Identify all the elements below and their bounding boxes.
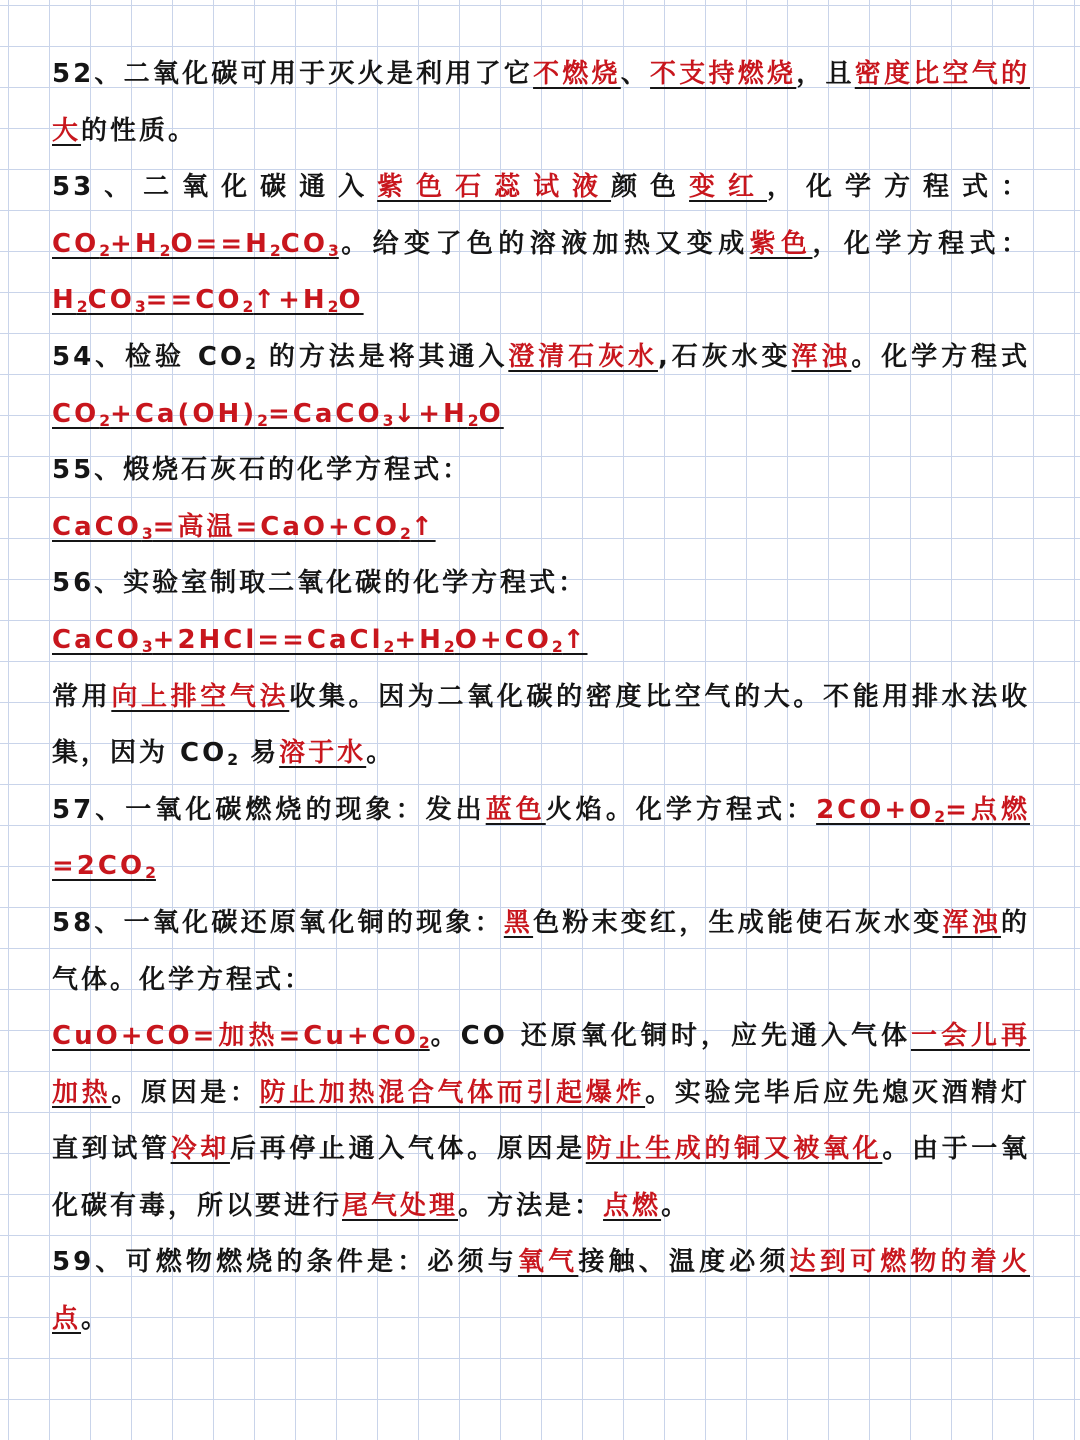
answer-text: CO2+H2O==H2CO3	[52, 228, 339, 260]
body-text: 。化学方程式	[851, 341, 1030, 372]
body-text: 颜色	[611, 172, 690, 203]
subscript: 2	[145, 864, 156, 883]
body-text: 57、一氧化碳燃烧的现象：发出	[52, 794, 486, 825]
body-text: ,石灰水变	[657, 341, 792, 372]
answer-text: 变红	[689, 172, 768, 203]
answer-text: 尾气处理	[342, 1190, 459, 1221]
subscript: 2	[934, 807, 946, 826]
subscript: 2	[269, 241, 281, 260]
note-item-52	[52, 46, 1030, 159]
answer-text: 点燃	[603, 1190, 662, 1221]
note-item-53	[52, 159, 1030, 329]
note-item-54	[52, 329, 1030, 442]
body-text: 接触、温度必须	[578, 1247, 790, 1278]
answer-text: 2CO+O2=点燃=2CO2	[52, 794, 1030, 883]
answer-text: 蓝色	[485, 794, 546, 825]
body-text: 。给变了色的溶液加热又变成	[338, 228, 750, 259]
answer-text: 溶于水	[279, 738, 367, 769]
body-text: 59、可燃物燃烧的条件是：必须与	[52, 1247, 518, 1278]
answer-text: H2CO3==CO2↑+H2O	[52, 285, 364, 317]
subscript: 2	[76, 298, 88, 317]
body-text: 常用	[52, 681, 112, 712]
body-text: 52、二氧化碳可用于灭火是利用了它	[52, 59, 534, 89]
subscript: 2	[159, 241, 171, 260]
note-item-59	[52, 1234, 1030, 1347]
subscript: 2	[383, 637, 395, 656]
body-text: 、	[620, 59, 651, 89]
subscript: 3	[327, 241, 339, 260]
answer-text: 密度比空气的大	[52, 59, 1030, 146]
answer-text: 冷却	[170, 1134, 230, 1165]
body-text: 53、二氧化碳通入	[52, 172, 378, 203]
body-text: 后再停止通入气体。原因是	[229, 1134, 586, 1165]
subscript: 2	[327, 298, 339, 317]
answer-text: 氧气	[517, 1247, 579, 1278]
subscript: 2	[227, 751, 239, 770]
answer-text: 达到可燃物的着火点	[52, 1247, 1030, 1335]
body-text: ，化学方程式：	[812, 228, 1030, 259]
answer-text: 紫色	[749, 228, 813, 259]
subscript: 2	[418, 1033, 430, 1052]
subscript: 3	[141, 524, 153, 543]
subscript: 2	[245, 354, 256, 373]
note-item-57	[52, 782, 1030, 895]
subscript: 2	[242, 298, 254, 317]
body-text: 58、一氧化碳还原氧化铜的现象：	[52, 907, 504, 938]
answer-text: 黑	[503, 907, 534, 938]
answer-text: 紫色石蕊试液	[377, 172, 612, 203]
body-text: 。方法是：	[458, 1190, 604, 1221]
answer-text: 浑浊	[942, 907, 1001, 938]
body-text: 。	[661, 1190, 691, 1221]
note-item-56	[52, 555, 1030, 781]
body-text: ，且	[796, 59, 855, 89]
subscript: 2	[399, 524, 411, 543]
subscript: 3	[382, 411, 394, 430]
body-text: 的气体。化学方程式：	[52, 907, 1030, 995]
subscript: 3	[141, 637, 153, 656]
body-text: 54、检验 CO2 的方法是将其通入	[52, 341, 509, 373]
subscript: 2	[467, 411, 479, 430]
answer-text: 一会儿再加热	[52, 1021, 1030, 1108]
notes-page	[52, 46, 1030, 1348]
note-item-55	[52, 442, 1030, 555]
subscript: 2	[99, 411, 111, 430]
answer-text: CO2+Ca(OH)2=CaCO3↓+H2O	[52, 398, 504, 430]
subscript: 2	[443, 637, 455, 656]
answer-text: 防止生成的铜又被氧化	[585, 1134, 883, 1165]
body-text: 。实验完毕后应先熄灭酒精灯直到试管	[52, 1077, 1030, 1165]
answer-text: 不支持燃烧	[650, 59, 797, 89]
subscript: 2	[551, 637, 563, 656]
answer-text: 浑浊	[791, 341, 852, 372]
answer-text: CaCO3=高温=CaO+CO2↑	[52, 511, 436, 543]
answer-text: 澄清石灰水	[508, 341, 658, 372]
body-text: 色粉末变红，生成能使石灰水变	[533, 907, 943, 938]
subscript: 2	[257, 411, 268, 430]
body-text: ，化学方程式：	[767, 172, 1030, 203]
note-item-58	[52, 895, 1030, 1235]
answer-text: CaCO3+2HCl==CaCl2+H2O+CO2↑	[52, 624, 588, 656]
answer-text: CuO+CO=加热=Cu+CO2	[52, 1021, 430, 1052]
body-text: 火焰。化学方程式：	[545, 794, 817, 825]
subscript: 3	[134, 298, 146, 317]
answer-text: 不燃烧	[533, 59, 621, 89]
body-text: 。CO 还原氧化铜时，应先通入气体	[429, 1021, 911, 1052]
body-text: 收集。因为二氧化碳的密度比空气的大。不能用排水法收集，因为 CO2 易	[52, 681, 1030, 770]
body-text: 。	[366, 738, 396, 769]
subscript: 2	[99, 241, 111, 260]
body-text: 56、实验室制取二氧化碳的化学方程式：	[52, 568, 588, 599]
answer-text: 向上排空气法	[111, 681, 290, 712]
body-text: 。由于一氧化碳有毒，所以要进行	[52, 1134, 1030, 1221]
body-text: 。原因是：	[111, 1077, 260, 1108]
body-text: 的性质。	[81, 115, 198, 146]
body-text: 。	[81, 1304, 111, 1335]
answer-text: 防止加热混合气体而引起爆炸	[259, 1077, 646, 1108]
body-text: 55、煅烧石灰石的化学方程式：	[52, 455, 472, 486]
